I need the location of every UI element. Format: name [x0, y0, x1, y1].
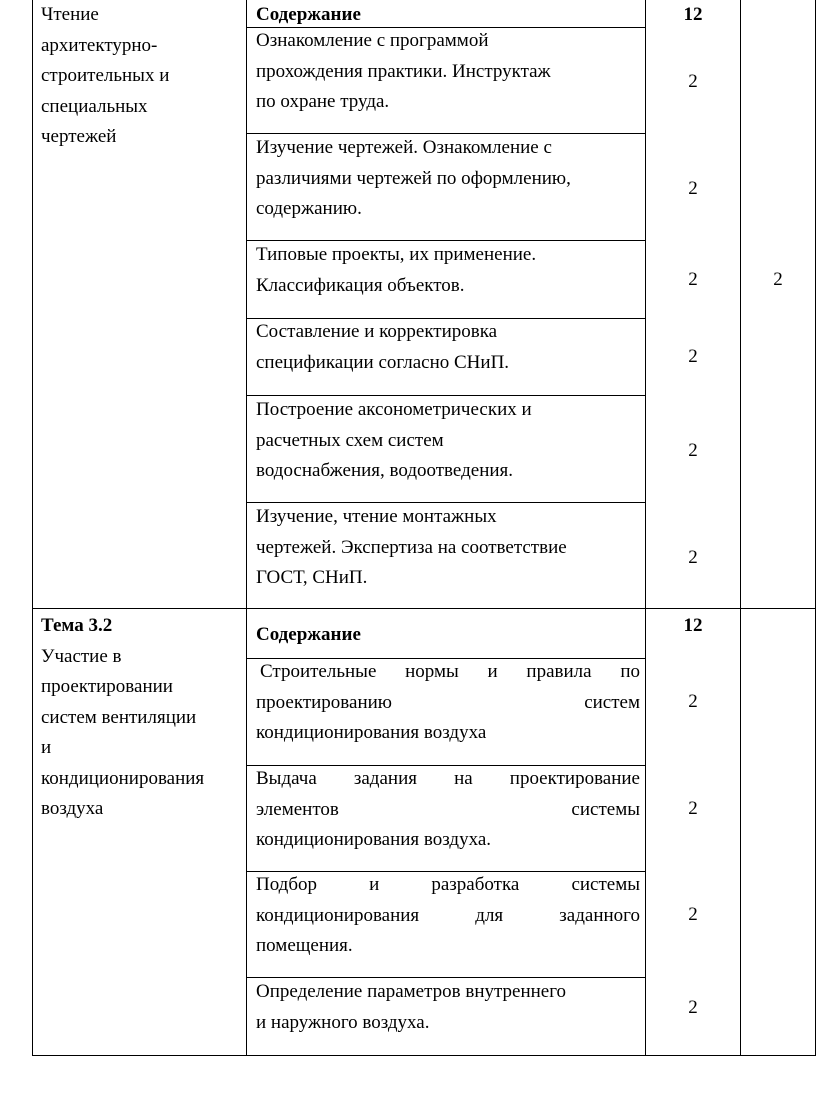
item-hours: 2: [688, 691, 698, 712]
column-divider: [645, 0, 646, 1055]
table-border-bottom: [32, 1055, 816, 1056]
item-hours: 2: [688, 997, 698, 1018]
item-hours: 2: [688, 269, 698, 290]
topic-line: проектировании: [41, 676, 173, 697]
table-border-left: [32, 0, 33, 1055]
topic-line: строительных и: [41, 65, 170, 86]
topic-line: чертежей: [41, 126, 117, 147]
level-value: 2: [773, 269, 783, 290]
topic-item: Подбор и разработка системы кондиционирования для заданного помещения.: [256, 874, 640, 956]
topic-item: Строительные нормы и правила по проектированию систем кондиционирования воздуха: [256, 661, 640, 743]
topic-title: Тема 3.2: [41, 615, 113, 636]
topic-item: Ознакомление с программой прохождения практики. Инструктаж по охране труда.: [256, 30, 551, 112]
topic-item: Выдача задания на проектирование элементов системы кондиционирования воздуха.: [256, 768, 640, 850]
topic-line: специальных: [41, 95, 148, 117]
topic-item: Составление и корректировка спецификации согласно СНиП.: [256, 321, 510, 373]
topic-line: кондиционирования: [41, 767, 205, 789]
column-divider: [246, 0, 247, 1055]
topic-cell: [41, 0, 241, 153]
item-hours: 2: [688, 798, 698, 819]
topic-line: Участие в: [41, 645, 122, 667]
content-header: Содержание: [256, 624, 361, 645]
item-hours: 2: [688, 904, 698, 925]
topic-line: воздуха: [41, 798, 104, 819]
column-divider: [740, 0, 741, 1055]
content-header: Содержание: [256, 4, 361, 25]
topic-line: систем вентиляции: [41, 706, 197, 728]
topic-item: Построение аксонометрических и расчетных схем систем водоснабжения, водоотведения.: [256, 399, 532, 481]
item-hours: 2: [688, 71, 698, 92]
topic-item: Типовые проекты, их применение. Классификация объектов.: [256, 244, 537, 296]
topic-item: Изучение чертежей. Ознакомление с различиями чертежей по оформлению, содержанию.: [256, 137, 571, 219]
topic-item: Определение параметров внутреннего и наружного воздуха.: [256, 981, 567, 1033]
topic-line: архитектурно-: [41, 34, 158, 56]
section-divider: [32, 608, 816, 609]
topic-item: Изучение, чтение монтажных чертежей. Экспертиза на соответствие ГОСТ, СНиП.: [256, 506, 567, 588]
topic-line: Чтение: [41, 4, 99, 25]
topic-line: и: [41, 737, 52, 758]
topic-cell: [41, 611, 246, 825]
item-hours: 2: [688, 178, 698, 199]
hours-total: 12: [683, 4, 703, 25]
hours-total: 12: [683, 615, 703, 636]
item-hours: 2: [688, 440, 698, 461]
item-hours: 2: [688, 547, 698, 568]
item-hours: 2: [688, 346, 698, 367]
